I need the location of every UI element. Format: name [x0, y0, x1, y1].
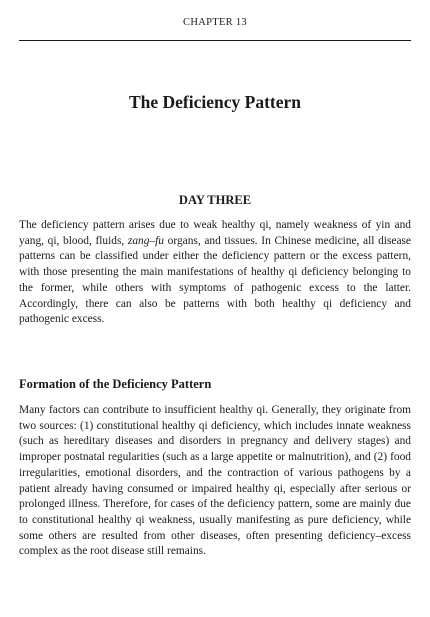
- intro-italic-term: zang–fu: [127, 234, 164, 247]
- intro-text-end: organs, and tissues. In Chinese medicine, all disease patterns can be classified under either the deficiency pattern or the excess pattern, with those presenting the main manifestations of healthy qi deficiency belonging to the former, while others with symptoms of pathogenic excess to the latter. Accordingly, there can also be patterns with both healthy qi deficiency and pathogenic excess.: [19, 234, 411, 326]
- intro-paragraph: [19, 218, 411, 328]
- day-heading: DAY THREE: [178, 193, 252, 207]
- section-heading: Formation of the Deficiency Pattern: [19, 377, 212, 391]
- running-header: CHAPTER 13: [183, 17, 247, 28]
- intro-text-start: The deficiency pattern arises due to weak healthy qi, namely weakness of yin and yang, qi, blood, fluids,: [19, 219, 411, 247]
- chapter-title: The Deficiency Pattern: [128, 92, 302, 112]
- header-rule: [19, 40, 411, 41]
- formation-paragraph: Many factors can contribute to insufficient healthy qi. Generally, they originate from two sources: (1) constitutional healthy qi deficiency, which includes innate weakness (such as hereditary diseases and disorders in pregnancy and delivery stages) and improper postnatal regularities (such as a large appetite or malnutrition), and (2) food irregularities, emotional disorders, and the contraction of various pathogens by a patient already having consumed or impaired healthy qi, especially after serious or prolonged illness. Therefore, for cases of the deficiency pattern, some are mainly due to constitutional healthy qi weakness, usually manifesting as pure deficiency, while some others are resulted from other diseases, often presenting deficiency–excess complex as the root disease still remains.: [19, 404, 411, 558]
